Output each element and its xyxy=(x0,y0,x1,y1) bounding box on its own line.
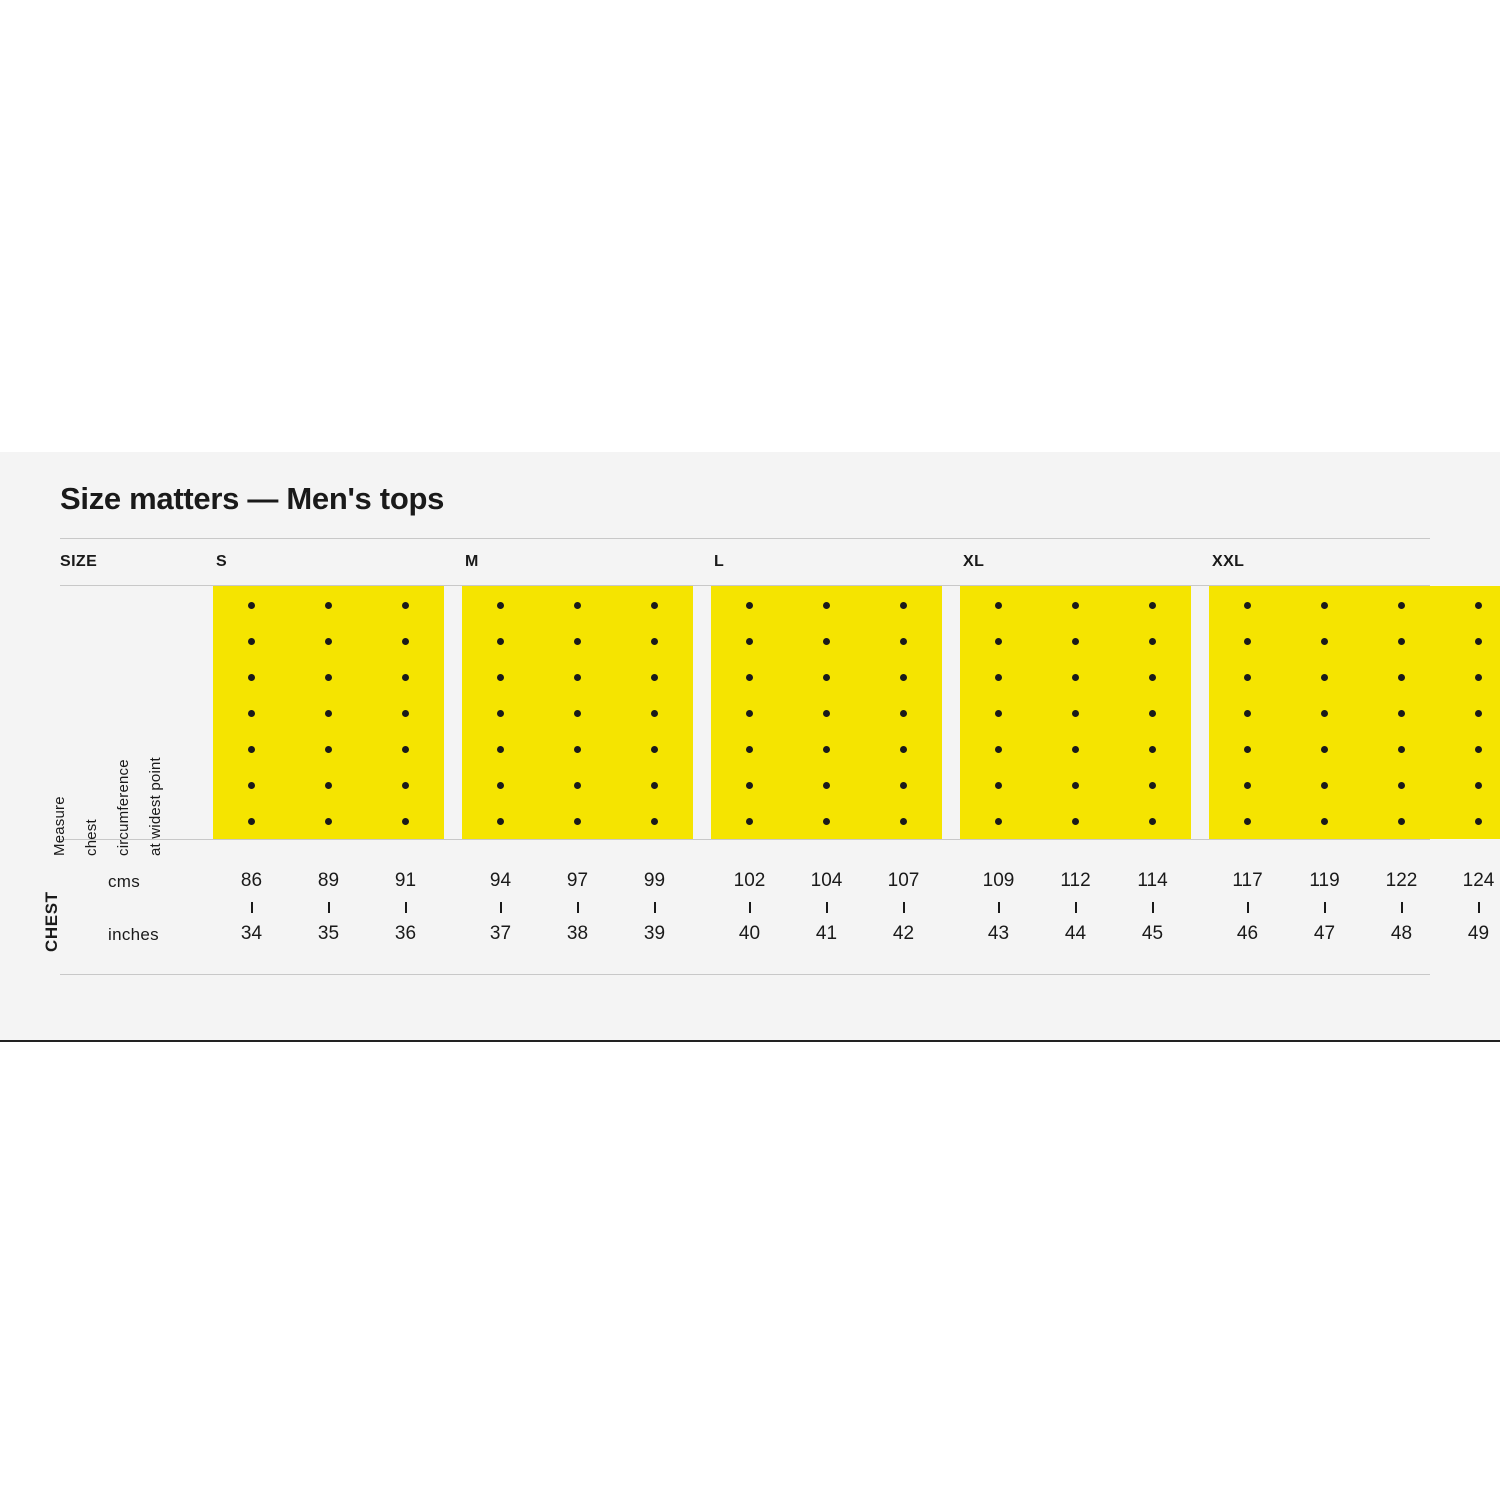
chest-inches-value: 44 xyxy=(1064,923,1087,945)
measure-note-line-4: at widest point xyxy=(147,757,164,857)
divider-bottom xyxy=(60,974,1430,975)
chest-inches-value: 45 xyxy=(1141,923,1164,945)
dot-column xyxy=(750,586,751,839)
chest-cms-value: 86 xyxy=(240,870,263,892)
chest-inches-value: 48 xyxy=(1390,923,1413,945)
chest-cms-value: 107 xyxy=(887,870,920,892)
dot-column xyxy=(827,586,828,839)
chest-inches-value: 36 xyxy=(394,923,417,945)
value-tick xyxy=(749,902,751,913)
dot-column xyxy=(1325,586,1326,839)
chest-inches-value: 42 xyxy=(892,923,915,945)
chest-inches-value: 38 xyxy=(566,923,589,945)
measure-note-line-2: chest xyxy=(83,819,100,857)
chest-cms-value: 97 xyxy=(566,870,589,892)
value-tick xyxy=(251,902,253,913)
value-tick xyxy=(1478,902,1480,913)
value-tick xyxy=(998,902,1000,913)
dot-column xyxy=(1402,586,1403,839)
value-tick xyxy=(1152,902,1154,913)
size-chart-inner xyxy=(42,481,1495,975)
value-tick xyxy=(654,902,656,913)
dot-column xyxy=(655,586,656,839)
value-tick xyxy=(328,902,330,913)
dot-column xyxy=(501,586,502,839)
measurements-row xyxy=(42,840,1495,968)
value-tick xyxy=(577,902,579,913)
chest-cms-value: 91 xyxy=(394,870,417,892)
value-tick xyxy=(1075,902,1077,913)
dot-column xyxy=(904,586,905,839)
chest-cms-value: 112 xyxy=(1060,870,1091,892)
chest-inches-value: 41 xyxy=(815,923,838,945)
dot-column xyxy=(1479,586,1480,839)
measure-note-line-1: Measure xyxy=(51,796,68,857)
dot-column xyxy=(406,586,407,839)
measure-note-line-3: circumference xyxy=(115,759,132,857)
chest-cms-value: 94 xyxy=(489,870,512,892)
dot-column xyxy=(1076,586,1077,839)
size-chart-card xyxy=(0,452,1500,1042)
chest-inches-value: 35 xyxy=(317,923,340,945)
chest-cms-value: 122 xyxy=(1385,870,1418,892)
size-block-xxl xyxy=(1209,586,1500,839)
measure-note xyxy=(51,586,210,857)
chest-cms-value: 109 xyxy=(982,870,1015,892)
size-label-s: S xyxy=(216,553,228,571)
size-header-row xyxy=(60,539,1430,585)
dot-column xyxy=(1248,586,1249,839)
chest-cms-value: 117 xyxy=(1232,870,1263,892)
size-label-m: M xyxy=(465,553,479,571)
size-label-xl: XL xyxy=(963,553,985,571)
chest-cms-value: 114 xyxy=(1137,870,1168,892)
dot-column xyxy=(252,586,253,839)
chest-inches-value: 40 xyxy=(738,923,761,945)
page-title: Size matters — Men's tops xyxy=(60,481,445,516)
dot-column xyxy=(329,586,330,839)
chest-inches-value: 46 xyxy=(1236,923,1259,945)
chest-cms-value: 99 xyxy=(643,870,666,892)
unit-label-inches: inches xyxy=(108,925,159,945)
size-label-xxl: XXL xyxy=(1212,553,1245,571)
unit-label-cms: cms xyxy=(108,872,141,892)
chest-header-label: CHEST xyxy=(42,891,61,953)
value-tick xyxy=(903,902,905,913)
value-tick xyxy=(1324,902,1326,913)
chest-cms-value: 104 xyxy=(810,870,843,892)
dot-grid-area xyxy=(51,586,1430,857)
chest-cms-value: 102 xyxy=(733,870,766,892)
chest-inches-value: 49 xyxy=(1467,923,1490,945)
dot-column xyxy=(578,586,579,839)
chest-inches-value: 39 xyxy=(643,923,666,945)
chest-inches-value: 37 xyxy=(489,923,512,945)
value-tick xyxy=(826,902,828,913)
dot-column xyxy=(999,586,1000,839)
chest-cms-value: 89 xyxy=(317,870,340,892)
value-tick xyxy=(1247,902,1249,913)
chest-cms-value: 124 xyxy=(1462,870,1495,892)
value-tick xyxy=(500,902,502,913)
chest-inches-value: 43 xyxy=(987,923,1010,945)
chest-inches-value: 47 xyxy=(1313,923,1336,945)
value-tick xyxy=(405,902,407,913)
size-header-label: SIZE xyxy=(60,553,98,571)
chest-inches-value: 34 xyxy=(240,923,263,945)
dot-column xyxy=(1153,586,1154,839)
chest-cms-value: 119 xyxy=(1309,870,1340,892)
value-tick xyxy=(1401,902,1403,913)
size-label-l: L xyxy=(714,553,725,571)
